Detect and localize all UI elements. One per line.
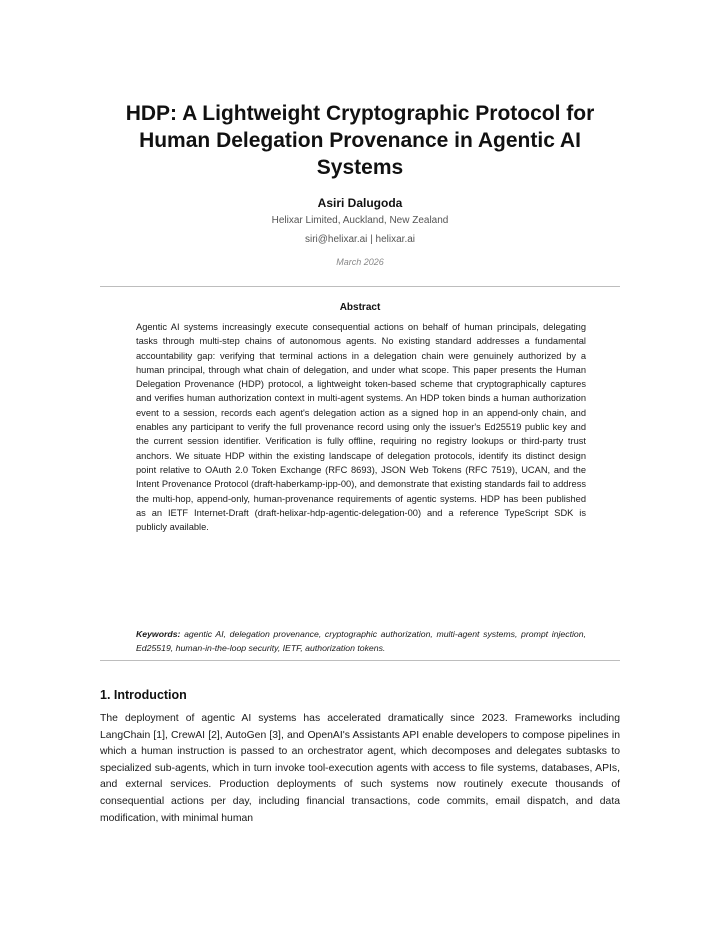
abstract-top-divider bbox=[100, 286, 620, 287]
abstract-bottom-divider bbox=[100, 660, 620, 661]
author-contact: siri@helixar.ai | helixar.ai bbox=[304, 234, 415, 245]
section-heading-introduction: 1. Introduction bbox=[100, 688, 187, 702]
author-name: Asiri Dalugoda bbox=[317, 196, 403, 210]
publication-date: March 2026 bbox=[336, 257, 384, 267]
paper-title: HDP: A Lightweight Cryptographic Protocol for Human Delegation Provenance in Agentic AI Systems bbox=[125, 102, 595, 179]
abstract-heading: Abstract bbox=[339, 302, 381, 313]
author-affiliation: Helixar Limited, Auckland, New Zealand bbox=[271, 215, 449, 226]
abstract-body: Agentic AI systems increasingly execute consequential actions on behalf of human principals, delegating tasks through multi-step chains of autonomous agents. No existing standard addresses a fundamental accountability gap: verifying that terminal actions in a delegation chain were genuinely authorized by a human principal, through what chain of delegation, and under what scope. This paper presents the Human Delegation Provenance (HDP) protocol, a lightweight token-based scheme that cryptographically captures and verifies human authorization context in multi-agent systems. An HDP token binds a human authorization event to a session, records each agent's delegation action as a signed hop in an append-only chain, and enables any participant to verify the full provenance record using only the issuer's Ed25519 public key and the current session identifier. Verification is fully offline, requiring no registry lookups or third-party trust anchors. We situate HDP within the existing landscape of delegation protocols, identify its distinct design point relative to OAuth 2.0 Token Exchange (RFC 8693), JSON Web Tokens (RFC 7519), UCAN, and the Intent Provenance Protocol (draft-haberkamp-ipp-00), and demonstrate that existing standards fail to address the multi-hop, append-only, human-provenance requirements of agentic systems. HDP has been published as an IETF Internet-Draft (draft-helixar-hdp-agentic-delegation-00) and a reference TypeScript SDK is publicly available. bbox=[136, 322, 586, 533]
introduction-paragraph: The deployment of agentic AI systems has accelerated dramatically since 2023. Frameworks including LangChain [1], CrewAI [2], AutoGen [3], and OpenAI's Assistants API enable developers to compose pipelines in which a human instruction is passed to an orchestrator agent, which decomposes and delegates subtasks to specialized sub-agents, which in turn invoke tool-execution agents with access to file systems, databases, APIs, and external services. Production deployments of such systems now routinely execute thousands of consequential actions per day, including financial transactions, code commits, email dispatch, and data modification, with minimal human bbox=[100, 713, 620, 824]
keywords bbox=[136, 627, 586, 655]
keywords-text: agentic AI, delegation provenance, cryptographic authorization, multi-agent systems, prompt injection, Ed25519, human-in-the-loop security, IETF, authorization tokens. bbox=[136, 629, 587, 653]
keywords-label: Keywords: bbox=[136, 629, 181, 639]
